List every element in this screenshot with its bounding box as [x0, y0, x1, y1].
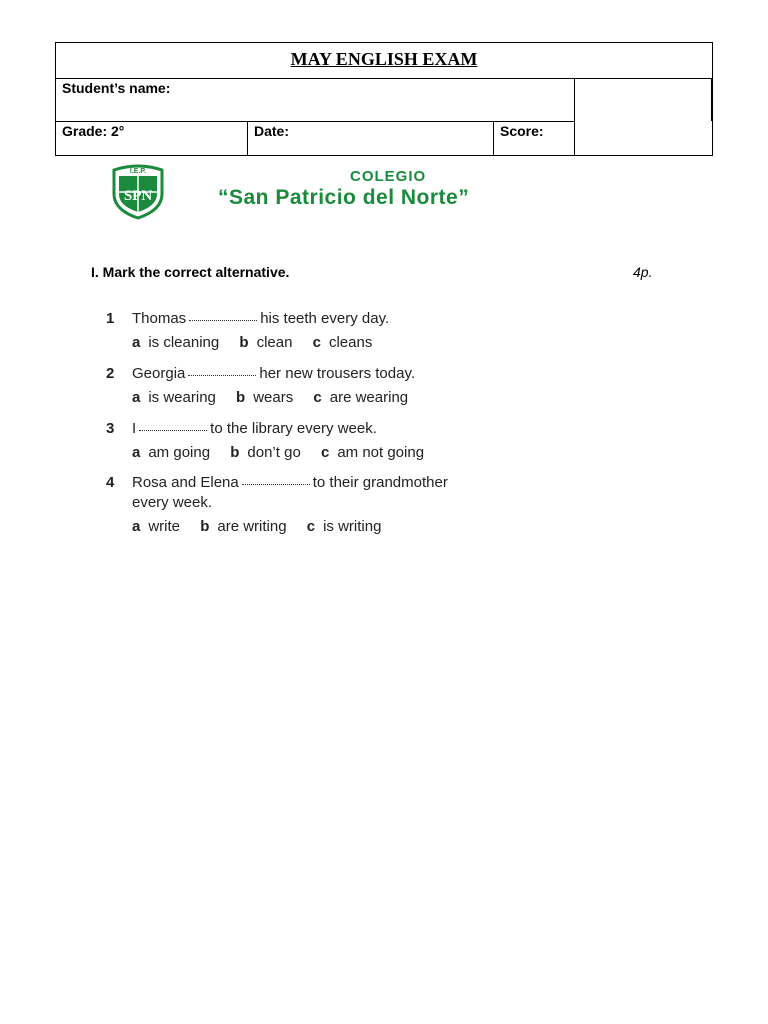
question-text-after: to the library every week.: [210, 420, 377, 437]
student-name-field[interactable]: [56, 79, 575, 122]
option-a[interactable]: a is wearing: [132, 389, 216, 406]
question-text-before: Georgia: [132, 365, 186, 382]
question-text-before: Thomas: [132, 310, 187, 327]
grade-label: Grade: 2°: [62, 123, 125, 139]
grade-field: [56, 122, 248, 156]
logo-letters: SPN: [123, 188, 153, 204]
answer-blank[interactable]: [189, 320, 257, 321]
logo-iep-text: I.E.P.: [129, 168, 147, 175]
answer-blank[interactable]: [188, 375, 256, 376]
option-b[interactable]: b don’t go: [230, 444, 301, 461]
option-a[interactable]: a am going: [132, 444, 211, 461]
title-row: [56, 43, 712, 79]
option-c[interactable]: c cleans: [312, 334, 373, 351]
question-text-before: I: [132, 420, 137, 437]
question-number: 3: [106, 420, 115, 437]
option-c[interactable]: c am not going: [320, 444, 425, 461]
question-number: 1: [106, 310, 115, 327]
question-text-after: his teeth every day.: [260, 310, 390, 327]
school-name: “San Patricio del Norte”: [218, 186, 470, 209]
score-box-edge: [711, 79, 713, 121]
exam-header-table: [55, 42, 713, 156]
score-field: [494, 122, 575, 156]
date-label: Date:: [254, 123, 290, 139]
section-points: 4p.: [633, 264, 653, 280]
question-number: 4: [106, 474, 115, 491]
option-a[interactable]: a is cleaning: [132, 334, 220, 351]
option-b[interactable]: b clean: [239, 334, 293, 351]
exam-title: MAY ENGLISH EXAM: [290, 49, 478, 69]
question-text-after: her new trousers today.: [259, 365, 416, 382]
option-a[interactable]: a write: [132, 518, 181, 535]
date-field[interactable]: [248, 122, 494, 156]
option-b[interactable]: b wears: [236, 389, 294, 406]
answer-blank[interactable]: [242, 484, 310, 485]
school-shield-icon: [108, 160, 168, 220]
question-text-after: to their grandmother: [312, 474, 448, 491]
school-label-colegio: COLEGIO: [350, 168, 427, 185]
question-text-before: Rosa and Elena: [132, 474, 239, 491]
score-label: Score:: [500, 123, 544, 139]
option-c[interactable]: c are wearing: [313, 389, 409, 406]
question-text-continued: every week.: [132, 494, 213, 511]
student-name-label: Student’s name:: [62, 80, 171, 96]
option-c[interactable]: c is writing: [306, 518, 382, 535]
question-number: 2: [106, 365, 115, 382]
answer-blank[interactable]: [139, 430, 207, 431]
score-box[interactable]: [575, 79, 712, 155]
school-logo: [108, 160, 168, 220]
section-instruction: I. Mark the correct alternative.: [91, 264, 290, 280]
option-b[interactable]: b are writing: [200, 518, 287, 535]
